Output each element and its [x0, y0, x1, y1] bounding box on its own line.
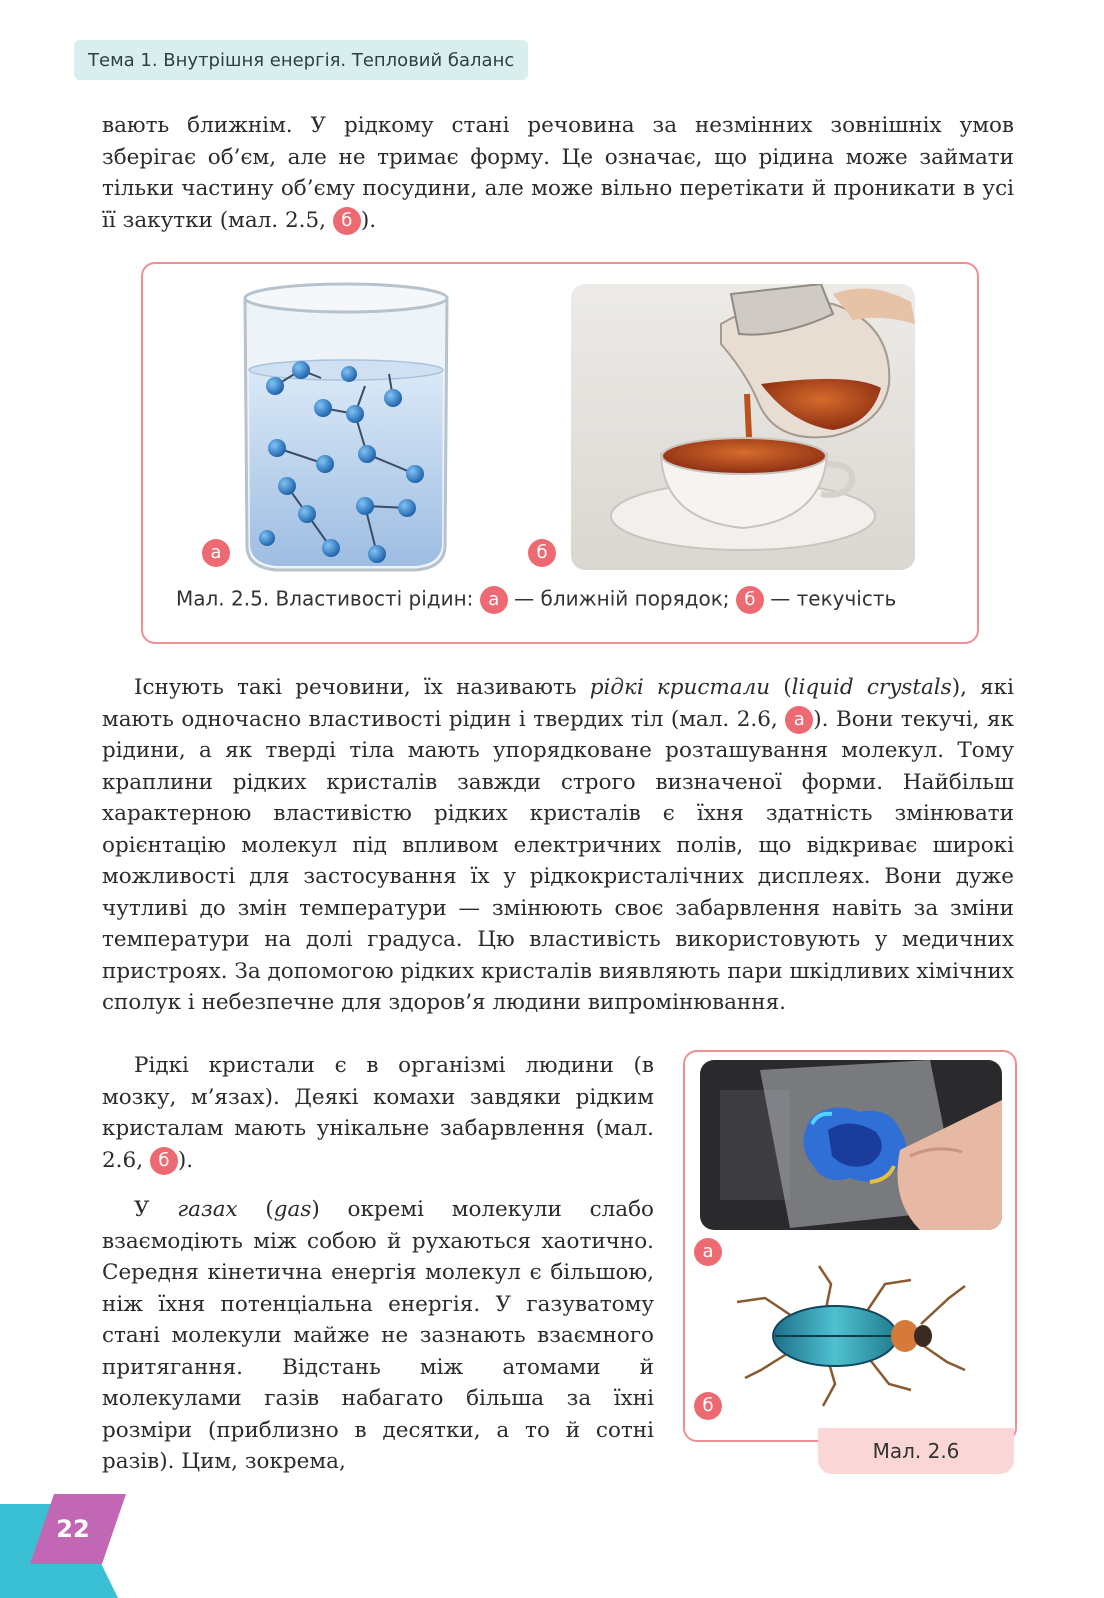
term-gas-en: gas — [273, 1197, 312, 1222]
paragraph-liquid-crystals: Існують такі речовини, їх називають рідкі кристали (liquid crystals), які мають одночасно властивості рідин і твердих тіл (мал. 2.6, а ). Вони текучі, як рідини, а як тверді тіла мають упорядковане розташування молекул. Тому краплини рідких кристалів завжди строго визначеної форми. Найбільш характерною властивістю рідких кристалів є їхня здатність змінювати орієнтацію молекул під впливом електричних полів, що відкриває широкі можливості для застосування їх у рідкокристалічних дисплеях. Вони дуже чутливі до змін температури — змінюють своє забарвлення навіть за зміни температури на долі градуса. Цю властивість використовують у медичних пристроях. За допомогою рідких кристалів виявляють пари шкідливих хімічних сполук і небезпечне для здоров’я людини випромінювання. — [102, 675, 1014, 1015]
badge-b-tea: б — [528, 539, 556, 567]
figure-2-5-caption: Мал. 2.5. Властивості рідин: а — ближній порядок; б — текучість — [176, 586, 896, 614]
paragraph-gases: У газах (gas) окремі молекули слабо взаємодіють між собою й рухаються хаотично. Середня кінетична енергія молекул є більшою, ніж їхня потенціальна енергія. У газуватому стані молекули майже не зазнають взаємного притягання. Відстань між атомами й молекулами газів набагато більша за їхні розміри (приблизно в десятки, а то й сотні разів). Цим, зокрема, — [102, 1197, 655, 1474]
badge-b-beetle: б — [694, 1392, 722, 1420]
figure-2-5 — [141, 262, 979, 644]
badge-b: б — [333, 207, 361, 235]
badge-a: а — [785, 706, 813, 734]
hand-film-icon — [700, 1060, 1002, 1230]
tea-pouring-photo — [571, 284, 915, 570]
page-number: 22 — [56, 1515, 90, 1543]
paragraph-organism-crystals: Рідкі кристали є в організмі людини (в мозку, м’язах). Деякі комахи завдяки рідким кристалам мають унікальне забарвлення (мал. 2.6, б ). — [102, 1053, 654, 1173]
term-gases: газах — [177, 1197, 238, 1222]
badge-a: а — [480, 586, 508, 614]
badge-b: б — [736, 586, 764, 614]
paragraph-liquid-state: вають ближнім. У рідкому стані речовина за незмінних зовнішніх умов зберігає об’єм, але не тримає форму. Це означає, що рідина може займати тільки частину об’єму посудини, але може вільно перетікати й проникати в усі її закутки (мал. 2.5, б ). — [102, 113, 1014, 233]
figure-2-6-caption: Мал. 2.6 — [818, 1428, 1014, 1474]
beaker-molecules-illustration — [237, 278, 455, 578]
term-liquid-crystals: рідкі кристали — [589, 675, 771, 700]
chapter-title: Тема 1. Внутрішня енергія. Тепловий баланс — [88, 49, 515, 71]
badge-a-film: а — [694, 1238, 722, 1266]
chapter-header — [74, 40, 528, 80]
badge-a-beaker: а — [202, 539, 230, 567]
figure-2-6 — [683, 1050, 1017, 1442]
term-liquid-crystals-en: liquid crystals — [791, 675, 952, 700]
teapot-cup-icon — [571, 284, 915, 570]
beetle-illustration — [735, 1258, 967, 1408]
badge-b: б — [150, 1147, 178, 1175]
liquid-crystal-film-photo — [700, 1060, 1002, 1230]
